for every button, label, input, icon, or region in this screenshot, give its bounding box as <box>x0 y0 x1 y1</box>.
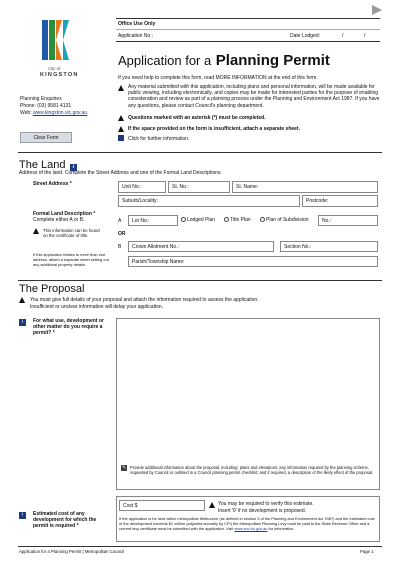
street-address-label: Street Address * <box>33 181 72 187</box>
land-rule <box>18 152 382 153</box>
next-page-arrow-icon[interactable] <box>371 4 383 16</box>
info-icon[interactable]: ✎ <box>122 465 127 471</box>
warning-icon <box>19 297 25 303</box>
street-label-text: Street Address <box>33 181 69 187</box>
office-heading: Office Use Only <box>118 21 156 27</box>
footer-left: Application for a Planning Permit | Metropolitan Council <box>19 549 125 554</box>
lodged-plan-label: Lodged Plan <box>187 217 216 223</box>
warning-icon <box>118 85 124 91</box>
parish-field[interactable]: Parish/Township Name: <box>128 256 378 267</box>
office-rule-bottom <box>116 41 380 42</box>
proposal-instruction-1: You must give full details of your proposal and attach the information required to assess the application. <box>30 297 259 303</box>
plan-subdivision-radio[interactable] <box>260 217 309 223</box>
land-instruction: Address of the land. Complete the Street Address and one of the Formal Land Descriptions. <box>19 170 222 176</box>
intro-asterisk: Questions marked with an asterisk (*) must be completed. <box>128 115 266 121</box>
warning-icon <box>118 115 124 121</box>
contact-web <box>20 110 87 116</box>
plan-no-field[interactable]: No.: <box>318 215 378 226</box>
intro-help: If you need help to complete this form, read MORE INFORMATION at the end of this form. <box>118 75 318 81</box>
q2-label: Estimated cost of any development for which the permit is required * <box>33 511 97 530</box>
intro-insufficient: If the space provided on the form is insufficient, attach a separate sheet. <box>128 126 300 132</box>
cost-field[interactable]: Cost $ <box>119 500 205 511</box>
intro-notice: Any material submitted with this application, including plans and personal information, will be made available for public viewing, including electronically, and copies may be made for interested parties for the purpose of enabling consideration and review as part of a planning process under the Planning and Environment Act 1987. If you have any questions, please contact Council's planning department. <box>128 84 380 109</box>
land-heading-text: The Land <box>19 159 66 171</box>
office-date-lodged: Date Lodged: <box>290 33 321 39</box>
footer-rule <box>18 546 382 547</box>
contact-heading: Planning Enquiries <box>20 96 62 102</box>
st-no-field[interactable]: St. No.: <box>168 181 230 193</box>
office-date-slash-1: / <box>342 33 344 39</box>
clear-form-button[interactable]: Clear Form <box>20 132 72 143</box>
or-separator: OR <box>118 231 126 237</box>
verify-2: Insert '0' if no development is proposed. <box>218 508 307 514</box>
web-label: Web: <box>20 110 32 116</box>
office-rule-mid <box>116 29 380 30</box>
lodged-plan-radio[interactable] <box>181 217 215 223</box>
lot-no-field[interactable]: Lot No.: <box>128 215 178 226</box>
q1-text: For what use, development or other matter do you require a permit? <box>33 318 104 337</box>
warning-icon <box>209 502 215 508</box>
verify-1: You may be required to verify this estimate. <box>218 501 314 507</box>
logo-kingston: KINGSTON <box>40 72 79 78</box>
web-link[interactable]: www.kingston.vic.gov.au <box>32 110 88 116</box>
cert-note: This information can be found on the certificate of title. <box>43 228 100 239</box>
option-b: B <box>118 244 122 250</box>
intro-click-info: Click for further information. <box>128 136 190 142</box>
q2-text: Estimated cost of any development for which the permit is required <box>33 511 97 530</box>
info-icon[interactable] <box>118 135 124 141</box>
office-rule-top <box>116 18 380 19</box>
proposal-rule <box>18 280 382 281</box>
contact-phone: Phone: (03) 9581 4131 <box>20 103 72 109</box>
postcode-field[interactable]: Postcode: <box>302 195 378 207</box>
title-prefix: Application for a <box>118 53 212 68</box>
st-name-field[interactable]: St. Name: <box>232 181 378 193</box>
sro-link[interactable]: www.sro.vic.gov.au <box>234 526 268 531</box>
info-icon[interactable]: i <box>70 164 77 171</box>
info-icon[interactable]: i <box>19 512 26 519</box>
title-plan-radio[interactable] <box>224 217 251 223</box>
q1-label: For what use, development or other matter do you require a permit? * <box>33 318 104 337</box>
section-no-field[interactable]: Section No.: <box>280 241 378 252</box>
warning-icon <box>33 228 39 234</box>
levy-end: for information. <box>268 526 295 531</box>
formal-sub: Complete either A or B. <box>33 217 85 223</box>
warning-icon <box>118 126 124 132</box>
unit-no-field[interactable]: Unit No.: <box>118 181 166 193</box>
proposal-instruction-2: Insufficient or unclear information will delay your application. <box>30 304 164 310</box>
info-icon[interactable]: i <box>19 319 26 326</box>
levy-text: If the application is for land within metropolitan Melbourne (as defined in section 3 of the Planning and Environment Act 1987) and the estimated cost of the development exceeds $1 million (adjusted annually by CPI) the Metropolitan Planning Levy must be paid to the State Revenue Office and a current levy certificate must be submitted with the application. Visit <box>119 516 375 531</box>
formal-label-text: Formal Land Description <box>33 211 92 217</box>
crown-allotment-field[interactable]: Crown Allotment No.: <box>128 241 274 252</box>
footer-page-number: Page 1 <box>360 549 374 554</box>
office-app-no: Application No.: <box>118 33 154 39</box>
kingston-logo <box>40 18 70 62</box>
title-plan-label: Title Plan <box>230 217 251 223</box>
page-title <box>118 52 330 70</box>
formal-label: Formal Land Description * <box>33 211 96 217</box>
suburb-field[interactable]: Suburb/Locality: <box>118 195 300 207</box>
office-date-slash-2: / <box>364 33 366 39</box>
plan-subdivision-label: Plan of Subdivision <box>266 217 309 223</box>
q1-note: Provide additional information about the proposal, including: plans and elevations; any information required by the planning scheme, requested by Council or outlined in a Council planning permit checklist; and if required, a description of the likely effect of the proposal. <box>130 465 374 475</box>
proposal-heading: The Proposal <box>19 283 85 295</box>
levy-note <box>119 516 377 531</box>
multi-note-text: If this application relates to more than one address, attach a separate sheet setting out any additional property details. <box>33 252 109 267</box>
option-a: A <box>118 218 122 224</box>
logo-city-of: City of <box>48 66 61 71</box>
title-main: Planning Permit <box>215 52 330 69</box>
